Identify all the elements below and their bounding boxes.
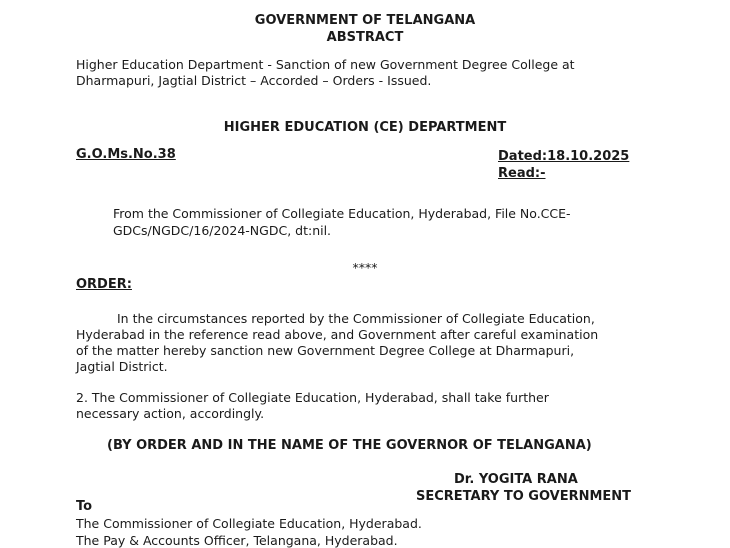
department-heading: HIGHER EDUCATION (CE) DEPARTMENT — [223, 120, 507, 135]
paragraph1-line-2: Hyderabad in the reference read above, and Government after careful examination — [76, 327, 599, 342]
to-label: To — [76, 499, 93, 514]
dated: Dated:18.10.2025 — [498, 149, 630, 164]
reference-line-1: From the Commissioner of Collegiate Education, Hyderabad, File No.CCE- — [113, 206, 571, 221]
paragraph1-line-3: of the matter hereby sanction new Government Degree College at Dharmapuri, — [76, 343, 575, 358]
paragraph1-line-4: Jagtial District. — [76, 359, 168, 374]
signatory-name: Dr. YOGITA RANA — [454, 472, 578, 487]
subject-line-1: Higher Education Department - Sanction of new Government Degree College at — [76, 57, 575, 72]
reference-line-2: GDCs/NGDC/16/2024-NGDC, dt:nil. — [113, 223, 332, 238]
subject-line-2: Dharmapuri, Jagtial District – Accorded – Orders - Issued. — [76, 73, 432, 88]
paragraph1-line-1: In the circumstances reported by the Commissioner of Collegiate Education, — [117, 311, 595, 326]
separator: **** — [352, 260, 378, 275]
by-order-line: (BY ORDER AND IN THE NAME OF THE GOVERNOR OF TELANGANA) — [107, 438, 592, 453]
government-heading: GOVERNMENT OF TELANGANA — [254, 13, 476, 28]
order-heading: ORDER: — [76, 277, 132, 292]
read-label: Read:- — [498, 166, 546, 181]
abstract-heading: ABSTRACT — [326, 30, 404, 45]
recipient-1: The Commissioner of Collegiate Education, Hyderabad. — [76, 516, 422, 531]
signatory-title: SECRETARY TO GOVERNMENT — [416, 489, 632, 504]
paragraph2-line-1: 2. The Commissioner of Collegiate Education, Hyderabad, shall take further — [76, 390, 549, 405]
go-number: G.O.Ms.No.38 — [76, 147, 176, 162]
recipient-2: The Pay & Accounts Officer, Telangana, Hyderabad. — [76, 533, 398, 548]
paragraph2-line-2: necessary action, accordingly. — [76, 406, 265, 421]
